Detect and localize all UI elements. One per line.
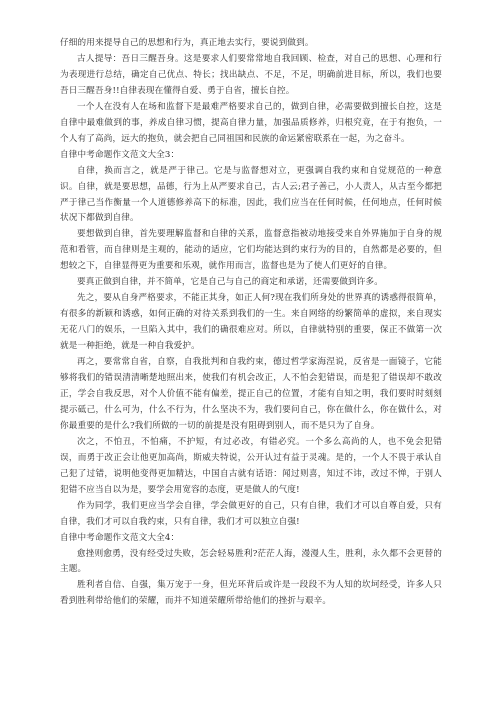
section-heading: 自律中考命题作文范文大全3：: [60, 149, 180, 160]
paragraph: 要真正做到自律，并不简单，它是自己与自己的商定和承诺，还需要做到许多。: [77, 277, 384, 288]
paragraph: 要想做到自律，首先要理解监督和自律的关系，监督意指被动地接受来自外界施加于自身的规范和看管，而自律则是主观的，能动的适应，它们均能达到约束行为的目的，自然都是必要的，但想较之下，自律显得更为重要和乐观，就作用而言，监督也是为了使人们更好的自律。: [60, 229, 442, 272]
paragraph: 一个人在没有人在场和监督下是最难严格要求自己的，做到自律，必需要做到擅长自控，这是自律中最难做到的事，养成自律习惯，提高自律力量，加强品质修养，归根究竟，在于有抱负，一个人有了高尚，远大的抱负，就会把自己同祖国和民族的命运紧密联系在一起，为之奋斗。: [60, 101, 442, 144]
paragraph: 古人提导：吾日三醒吾身。这是要求人们要常常地自我回顾、检查，对自己的思想、心理和行为表现进行总结，确定自己优点、特长；找出缺点、不足，不足，明确前进目标，所以，我们也要吾日三醒吾身!!自律表现在懂得自爱、勇于自省，擅长自控。: [60, 53, 442, 96]
paragraph: 胜利者自信、自强，集万宠于一身，但光环背后或许是一段段不为人知的坎坷经受，许多人只看到胜利带给他们的荣耀，而并不知道荣耀所带给他们的挫折与艰辛。: [60, 580, 442, 607]
paragraph: 仔细的用来提导自己的思想和行为，真正地去实行，要说到做到。: [60, 38, 314, 48]
section-heading: 自律中考命题作文范文大全4：: [60, 532, 180, 543]
document-body: [60, 36, 442, 610]
paragraph: 愈挫则愈勇，没有经受过失败，怎会轻易胜利?茫茫人海，漫漫人生，胜利，永久都不会更替的主题。: [60, 548, 442, 575]
paragraph: 次之，不怕丑，不怕痛，不护短，有过必改，有错必究。一个多么高尚的人，也不免会犯错误，而勇于改正会让他更加高尚，斯威夫特说，公开认过有益于灵魂。是的，一个人不畏于承认自己犯了过错，说明他变得更加精达，中国自古就有话语：闻过则喜，知过不讳，改过不惮，于别人犯错不应当自以为是，要学会用宽容的态度，更是做人的气度!: [60, 436, 442, 495]
paragraph: 自律，换而言之，就是严于律己。它是与监督想对立，更强调自我约束和自觉规范的一种意识。自律，就是要思想，品德，行为上从严要求自己，古人云;君子善己，小人责人，从古至今都把严于律己当作衡量一个人道德修养高下的标准，因此，我们应当在任何时候，任何地点，任何时候状况下都做到自律。: [60, 165, 442, 224]
paragraph: 作为同学，我们更应当学会自律，学会做更好的自己，只有自律，我们才可以自尊自爱，只有自律，我们才可以自我约束，只有自律，我们才可以独立自强!: [60, 500, 442, 527]
paragraph: 再之，要常常自省，自察，自我批判和自我约束，德过哲学家海涅说，反省是一面镜子，它能够将我们的错误清清晰楚地照出来，使我们有机会改正，人不怕会犯错误，而是犯了错误却不敢改正，学会自我反思，对个人价值不能有偏差，提正自己的位置，才能有自知之明，我们要时时刻刻提示砥己，什么可为，什么不行为，什么坚决不为，我们要问自己，你在做什么，你在做什么，对你最重要的是什么?我们所做的一切的前提是没有阻碍到别人，而不是只为了自身。: [60, 357, 442, 431]
paragraph: 先之，要从自身严格要求，不能正其身，如正人何?现在我们所身处的世界真的诱惑得很简单，有很多的新颖和诱惑，如何正确的对待关系到我们的一生。来自网络的纷繁简单的虚拟，来自现实无花八门的娱乐，一旦陷入其中，我们的确很难应对。所以，自律就特别的重要，保正不做第一次就是一种拒绝，就是一种自我爱护。: [60, 293, 442, 352]
